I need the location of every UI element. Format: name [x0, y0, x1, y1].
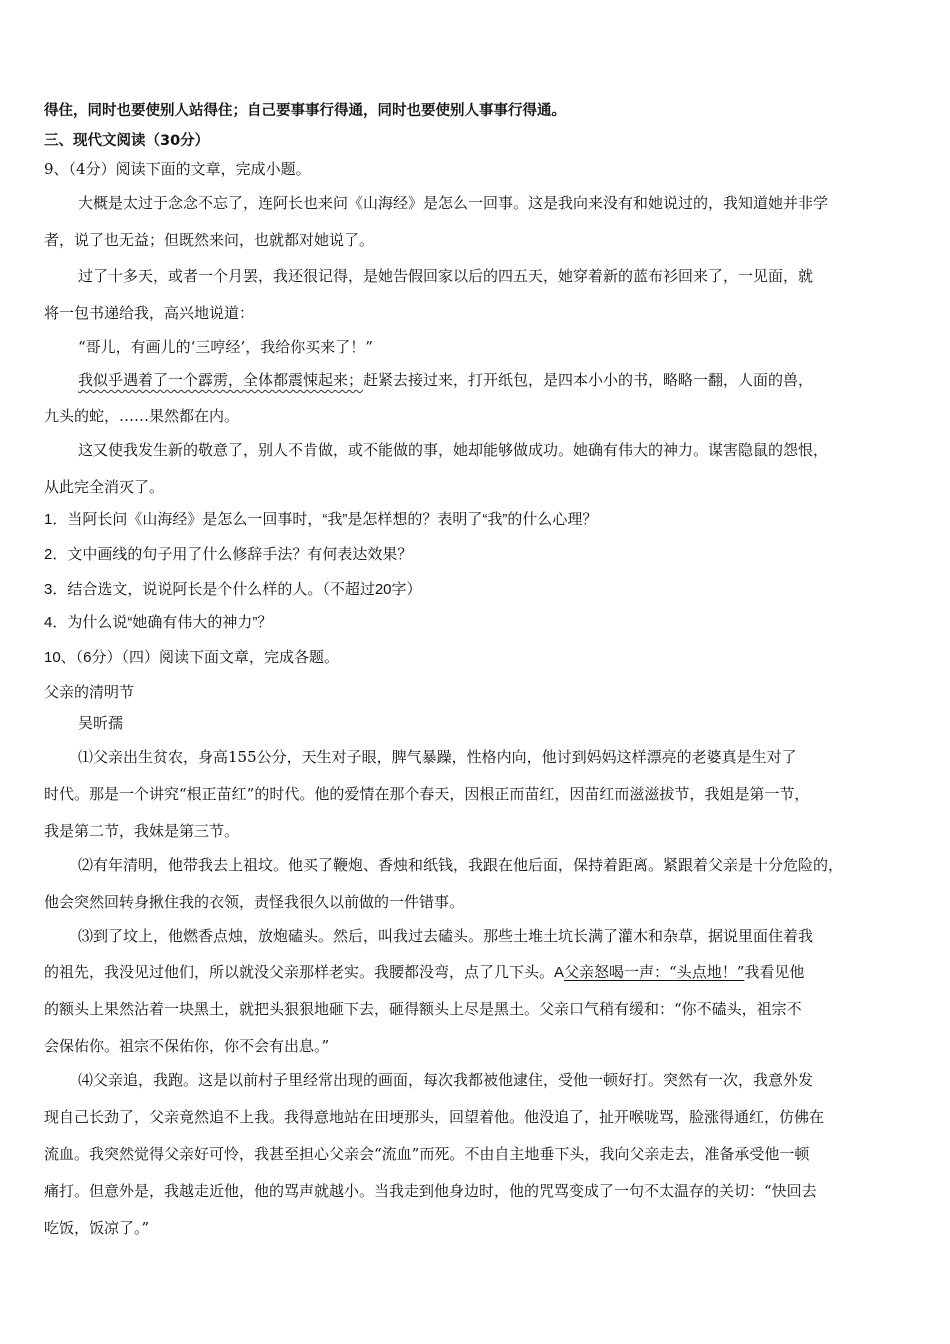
sub-question: 4．为什么说“她确有伟大的神力”？	[44, 614, 273, 631]
text-line	[78, 370, 813, 390]
underlined-sentence: 我似乎遇着了一个霹雳，全体都震悚起来；	[78, 371, 364, 389]
marker-a: A	[554, 964, 565, 981]
text-line	[44, 962, 804, 983]
text-line: 时代。那是一个讲究“根正苗红”的时代。他的爱情在那个春天，因根正而苗红，因苗红而滋滋拔节，我姐是第一节，	[44, 785, 810, 803]
text-segment: 我看见他	[744, 963, 805, 981]
text-line: “哥儿，有画儿的‘三哼经’，我给你买来了！”	[78, 338, 373, 356]
text-line: 大概是太过于念念不忘了，连阿长也来问《山海经》是怎么一回事。这是我向来没有和她说过的，我知道她并非学	[78, 194, 829, 212]
text-line: 现自己长劲了，父亲竟然追不上我。我得意地站在田埂那头，回望着他。他没追了，扯开喉咙骂，脸涨得通红，仿佛在	[44, 1108, 825, 1126]
text-line: 从此完全消灭了。	[44, 478, 165, 496]
sub-question: 2．文中画线的句子用了什么修辞手法？有何表达效果？	[44, 546, 413, 563]
sub-question: 3．结合选文，说说阿长是个什么样的人。（不超过20字）	[44, 581, 422, 598]
text-line: 他会突然回转身揪住我的衣领，责怪我很久以前做的一件错事。	[44, 893, 465, 911]
underlined-sentence: 父亲怒喝一声：“头点地！”	[564, 963, 745, 981]
text-line: 我是第二节，我妹是第三节。	[44, 822, 240, 840]
text-line: 这又使我发生新的敬意了，别人不肯做，或不能做的事，她却能够做成功。她确有伟大的神力。谋害隐鼠的怨恨，	[78, 441, 829, 459]
text-line: 的额头上果然沾着一块黑土，就把头狠狠地砸下去，砸得额头上尽是黑土。父亲口气稍有缓和：“你不磕头，祖宗不	[44, 1000, 802, 1018]
text-line: 者，说了也无益；但既然来问，也就都对她说了。	[44, 231, 375, 249]
article-author: 吴昕孺	[78, 714, 124, 732]
question-heading: 10、（6分）（四）阅读下面文章，完成各题。	[44, 649, 340, 666]
text-segment: 的祖先，我没见过他们，所以就没父亲那样老实。我腰都没弯，点了几下头。	[44, 963, 555, 981]
text-line: 痛打。但意外是，我越走近他，他的骂声就越小。当我走到他身边时，他的咒骂变成了一句不太温存的关切：“快回去	[44, 1182, 817, 1200]
question-heading: 9、（4分）阅读下面的文章，完成小题。	[44, 160, 311, 178]
text-line: ⑵有年清明，他带我去上祖坟。他买了鞭炮、香烛和纸钱，我跟在他后面，保持着距离。紧跟着父亲是十分危险的，	[78, 856, 844, 874]
text-line: ⑶到了坟上，他燃香点烛，放炮磕头。然后，叫我过去磕头。那些土堆土坑长满了灌木和杂草，据说里面住着我	[78, 927, 814, 945]
text-line: 流血。我突然觉得父亲好可怜，我甚至担心父亲会“流血”而死。不由自主地垂下头，我向父亲走去，准备承受他一顿	[44, 1145, 810, 1163]
text-segment: 赶紧去接过来，打开纸包，是四本小小的书，略略一翻，人面的兽，	[363, 371, 814, 389]
article-title: 父亲的清明节	[44, 683, 135, 701]
text-line: ⑷父亲追，我跑。这是以前村子里经常出现的画面，每次我都被他逮住，受他一顿好打。突然有一次，我意外发	[78, 1071, 814, 1089]
text-line: 吃饭，饭凉了。”	[44, 1219, 150, 1237]
text-line: ⑴父亲出生贫农，身高155公分，天生对子眼，脾气暴躁，性格内向，他讨到妈妈这样漂亮的老婆真是生对了	[78, 748, 797, 766]
text-line: 会保佑你。祖宗不保佑你，你不会有出息。”	[44, 1037, 330, 1055]
sub-question: 1．当阿长问《山海经》是怎么一回事时，“我”是怎样想的？表明了“我”的什么心理？	[44, 511, 598, 528]
text-line: 得住，同时也要使别人站得住；自己要事事行得通，同时也要使别人事事行得通。	[44, 103, 566, 119]
section-heading: 三、现代文阅读（30分）	[44, 133, 210, 149]
text-line: 将一包书递给我，高兴地说道：	[44, 304, 255, 322]
text-line: 过了十多天，或者一个月罢，我还很记得，是她告假回家以后的四五天，她穿着新的蓝布衫回来了，一见面，就	[78, 267, 814, 285]
text-line: 九头的蛇，……果然都在内。	[44, 407, 240, 425]
